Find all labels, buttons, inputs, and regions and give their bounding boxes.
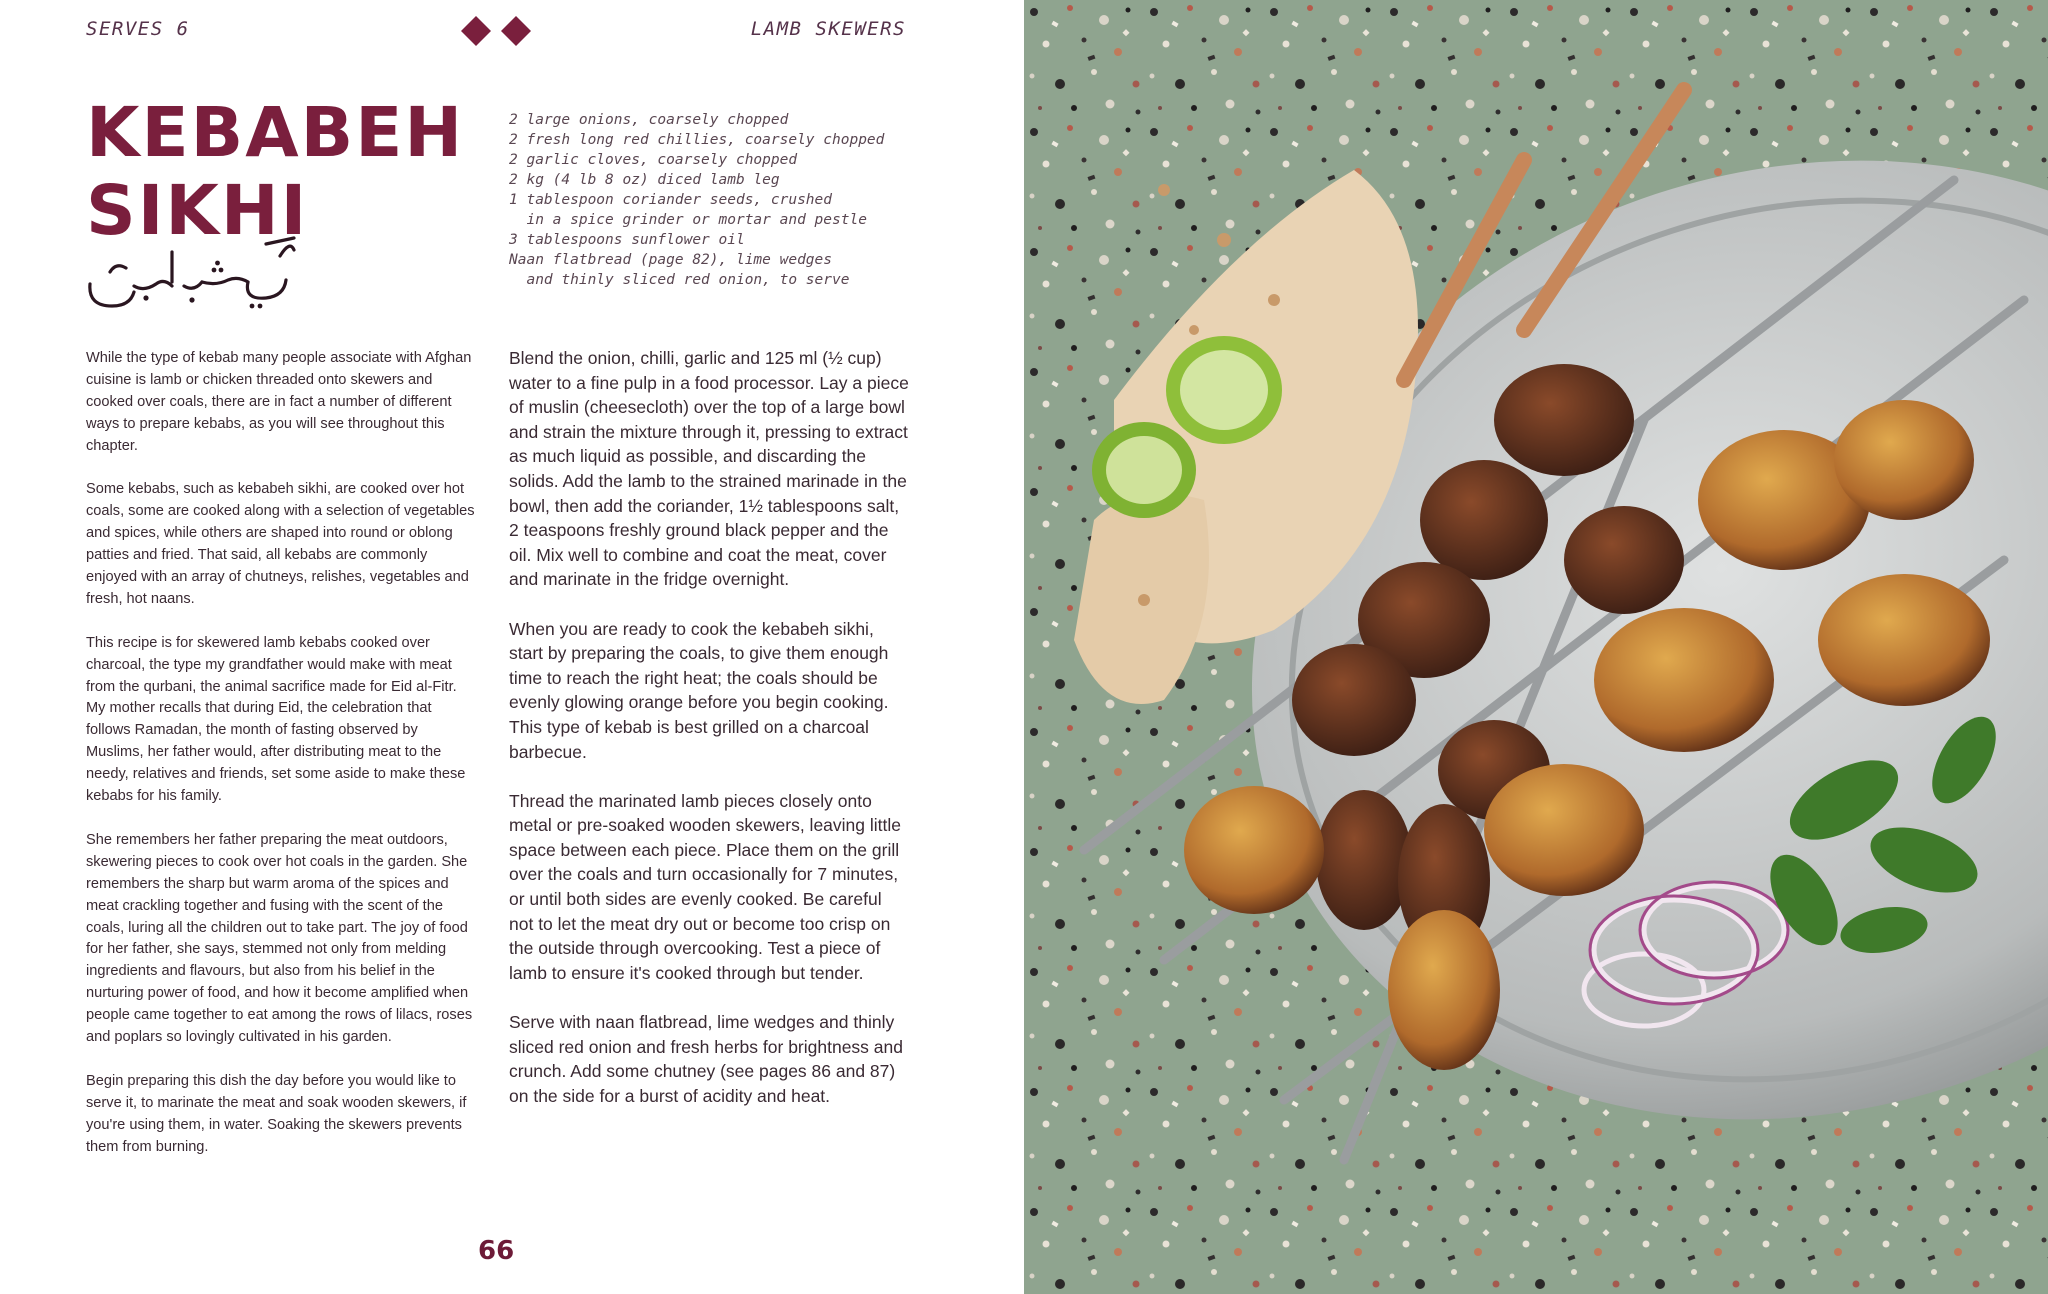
recipe-title-line2: SIKHI bbox=[86, 171, 309, 251]
ingredient-line: 2 fresh long red chillies, coarsely chopped bbox=[509, 132, 885, 148]
intro-paragraph: She remembers her father preparing the meat outdoors, skewering pieces to cook over hot coals in the garden. She remembers the sharp but warm aroma of the spices and meat crackling together and fusing with the scent of the coals, luring all the children out to take part. The joy of food for her father, she says, stemmed not only from melding ingredients and flavours, but also from his belief in the nurturing power of food, and how it become amplified when people came together to eat among the rows of lilacs, roses and poplars so lovingly cultivated in his garden. bbox=[86, 831, 473, 1046]
ingredient-line: 2 large onions, coarsely chopped bbox=[509, 112, 789, 128]
ingredient-line: 2 garlic cloves, coarsely chopped bbox=[509, 152, 798, 168]
method-step: Serve with naan flatbread, lime wedges and thinly sliced red onion and fresh herbs for brightness and crunch. Add some chutney (see pages 86 and 87) on the side for a burst of acidity and heat. bbox=[509, 1012, 903, 1106]
recipe-title-line1: KEBABEH bbox=[86, 93, 465, 173]
right-page-photo bbox=[1024, 0, 2048, 1294]
intro-paragraph: Some kebabs, such as kebabeh sikhi, are cooked over hot coals, some are cooked along with a selection of vegetables and spices, while others are shaped into round or oblong patties and fried. That said, all kebabs are commonly enjoyed with an array of chutneys, relishes, vegetables and fresh, hot naans. bbox=[86, 481, 475, 607]
persian-title-script bbox=[80, 236, 300, 316]
ingredient-line: Naan flatbread (page 82), lime wedges bbox=[509, 252, 833, 268]
intro-paragraph: While the type of kebab many people associate with Afghan cuisine is lamb or chicken threaded onto skewers and cooked over coals, there are in fact a number of different ways to prepare kebabs, as you will see throughout this chapter. bbox=[86, 350, 472, 454]
chapter-header: LAMB SKEWERS bbox=[750, 18, 906, 40]
ingredients-list bbox=[509, 110, 939, 290]
kebab-platter-photo bbox=[1024, 0, 2048, 1294]
diamond-ornament-icon bbox=[459, 14, 535, 48]
method-column bbox=[509, 346, 909, 1133]
ingredient-line: 2 kg (4 lb 8 oz) diced lamb leg bbox=[509, 172, 780, 188]
ingredient-line: 3 tablespoons sunflower oil bbox=[509, 232, 745, 248]
ingredient-line: in a spice grinder or mortar and pestle bbox=[509, 212, 867, 228]
method-step: Blend the onion, chilli, garlic and 125 ml (½ cup) water to a fine pulp in a food processor. Lay a piece of muslin (cheesecloth) over the top of a large bowl and strain the mixture through it, pressing to extract as much liquid as possible, and discarding the solids. Add the lamb to the strained marinade in the bowl, then add the coriander, 1½ tablespoons salt, 2 teaspoons freshly ground black pepper and the oil. Mix well to combine and coat the meat, cover and marinate in the fridge overnight. bbox=[509, 348, 909, 590]
intro-paragraph: Begin preparing this dish the day before you would like to serve it, to marinate the meat and soak wooden skewers, if you're using them, in water. Soaking the skewers prevents them from burning. bbox=[86, 1072, 467, 1155]
method-step: Thread the marinated lamb pieces closely onto metal or pre-soaked wooden skewers, leaving little space between each piece. Place them on the grill over the coals and turn occasionally for 7 minutes, or until both sides are evenly cooked. Be careful not to let the meat dry out or become too crisp on the outside through overcooking. Test a piece of lamb to ensure it's cooked through but tender. bbox=[509, 790, 901, 983]
serves-header: SERVES 6 bbox=[86, 18, 190, 40]
recipe-title bbox=[86, 94, 464, 250]
ingredient-line: and thinly sliced red onion, to serve bbox=[509, 272, 850, 288]
ingredient-line: 1 tablespoon coriander seeds, crushed bbox=[509, 192, 833, 208]
intro-paragraph: This recipe is for skewered lamb kebabs cooked over charcoal, the type my grandfather would make with meat from the qurbani, the animal sacrifice made for Eid al-Fitr. My mother recalls that during Eid, the celebration that follows Ramadan, the month of fasting observed by Muslims, her father would, after distributing meat to the needy, relatives and friends, set some aside to make these kebabs for his family. bbox=[86, 634, 466, 805]
page-number: 66 bbox=[478, 1236, 515, 1266]
intro-column bbox=[86, 348, 478, 1180]
method-step: When you are ready to cook the kebabeh sikhi, start by preparing the coals, to give them enough time to reach the right heat; the coals should be evenly glowing orange before you begin cooking. This type of kebab is best grilled on a charcoal barbecue. bbox=[509, 618, 889, 762]
